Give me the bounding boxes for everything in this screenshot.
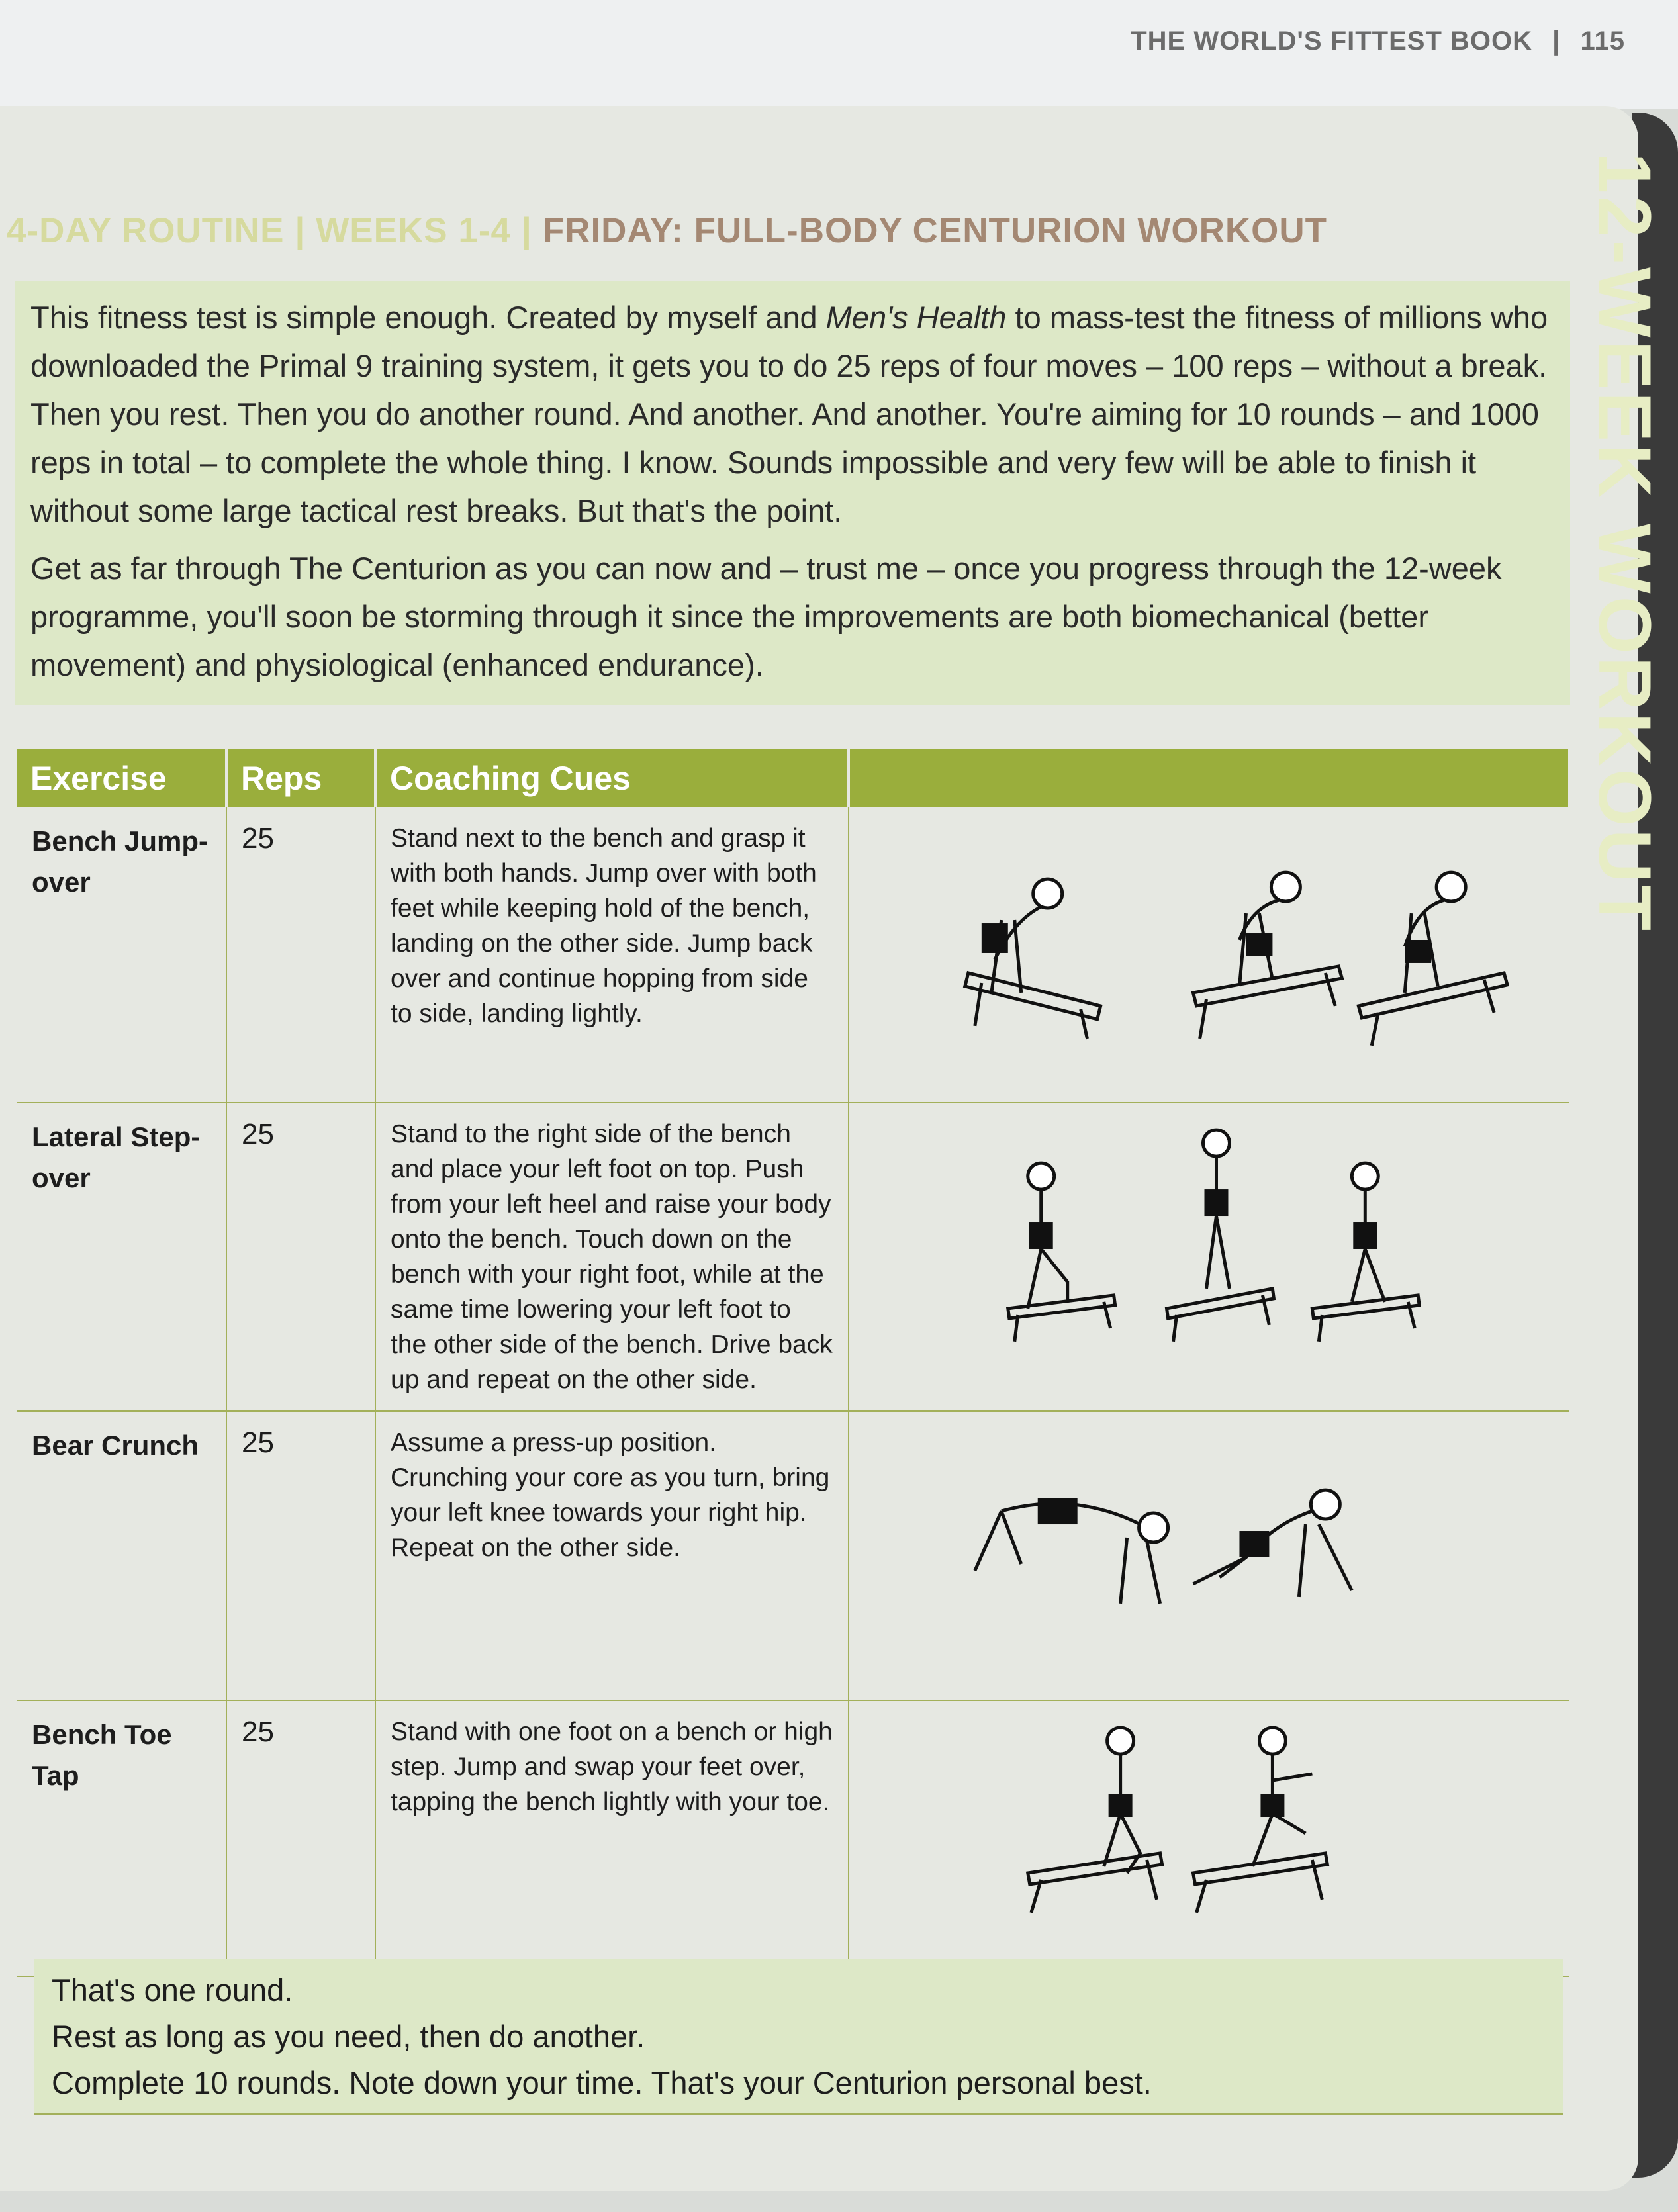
exercise-reps: 25 xyxy=(226,1700,375,1976)
exercise-reps: 25 xyxy=(226,807,375,1103)
exercise-name: Bench Jump-over xyxy=(17,807,226,1103)
exercise-cues: Stand next to the bench and grasp it with both hands. Jump over with both feet while keeping hold of the bench, landing on the other side. Jump back over and continue hopping from side to side, landing lightly. xyxy=(375,807,849,1103)
exercise-name: Lateral Step-over xyxy=(17,1103,226,1411)
header-exercise: Exercise xyxy=(17,749,226,807)
running-head-separator: | xyxy=(1552,26,1561,56)
bear-crunch-figure xyxy=(849,1412,1569,1673)
intro-p1-rest: to mass-test the fitness of millions who downloaded the Primal 9 training system, it gets you to do 25 reps of four moves – 100 reps – without a break. Then you rest. Then you do another round. And another. And another. You're aiming for 10 rounds – and 1000 reps in total – to complete the whole thing. I know. Sounds impossible and very few will be able to finish it without some large tactical rest breaks. But that's the point. xyxy=(30,300,1548,528)
page-heading xyxy=(7,210,1327,251)
page-number: 115 xyxy=(1580,26,1625,56)
bench-jump-over-figure xyxy=(849,807,1569,1076)
intro-p1-italic: Men's Health xyxy=(825,300,1007,335)
exercise-name: Bear Crunch xyxy=(17,1411,226,1700)
bear-crunch-illustration xyxy=(849,1411,1569,1700)
footer-line-3: Complete 10 rounds. Note down your time. That's your Centurion personal best. xyxy=(52,2065,1152,2100)
intro-paragraph-1 xyxy=(30,293,1554,535)
intro-panel xyxy=(15,281,1570,705)
table-row xyxy=(17,1411,1569,1700)
intro-p1-start: This fitness test is simple enough. Created by myself and xyxy=(30,300,826,335)
exercise-table xyxy=(17,749,1571,1977)
exercise-reps: 25 xyxy=(226,1103,375,1411)
exercise-cues: Assume a press-up position. Crunching your core as you turn, bring your left knee towards your right hip. Repeat on the other side. xyxy=(375,1411,849,1700)
footer-line-2: Rest as long as you need, then do another. xyxy=(52,2019,645,2054)
table-row xyxy=(17,1700,1569,1976)
footer-panel xyxy=(34,1959,1563,2115)
heading-separator: | xyxy=(521,211,532,250)
table-row xyxy=(17,807,1569,1103)
bench-toe-tap-figure xyxy=(849,1701,1569,1949)
intro-paragraph-2: Get as far through The Centurion as you can now and – trust me – once you progress through the 12-week programme, you'll soon be storming through it since the improvements are both biomechanical (better movement) and physiological (enhanced endurance). xyxy=(30,551,1502,682)
header-illustration xyxy=(849,749,1569,807)
footer-line-1: That's one round. xyxy=(52,1972,293,2007)
exercise-reps: 25 xyxy=(226,1411,375,1700)
bench-jump-over-illustration xyxy=(849,807,1569,1103)
book-title: THE WORLD'S FITTEST BOOK xyxy=(1131,26,1533,56)
header-reps: Reps xyxy=(226,749,375,807)
lateral-step-over-illustration xyxy=(849,1103,1569,1411)
exercise-name: Bench Toe Tap xyxy=(17,1700,226,1976)
heading-routine: 4-DAY ROUTINE xyxy=(7,211,285,250)
heading-workout-name: FRIDAY: FULL-BODY CENTURION WORKOUT xyxy=(542,211,1328,250)
table-header-row xyxy=(17,749,1569,807)
exercise-cues: Stand with one foot on a bench or high step. Jump and swap your feet over, tapping the bench lightly with your toe. xyxy=(375,1700,849,1976)
heading-separator: | xyxy=(295,211,306,250)
table-row xyxy=(17,1103,1569,1411)
heading-weeks: WEEKS 1-4 xyxy=(316,211,511,250)
bench-toe-tap-illustration xyxy=(849,1700,1569,1976)
side-title: 12-WEEK WORKOUT xyxy=(1583,152,1666,933)
header-coaching-cues: Coaching Cues xyxy=(375,749,849,807)
exercise-cues: Stand to the right side of the bench and place your left foot on top. Push from your left heel and raise your body onto the bench. Touch down on the bench with your right foot, while at the same time lowering your left foot to the other side of the bench. Drive back up and repeat on the other side. xyxy=(375,1103,849,1411)
running-head xyxy=(1131,26,1625,56)
lateral-step-over-figure xyxy=(849,1103,1569,1371)
